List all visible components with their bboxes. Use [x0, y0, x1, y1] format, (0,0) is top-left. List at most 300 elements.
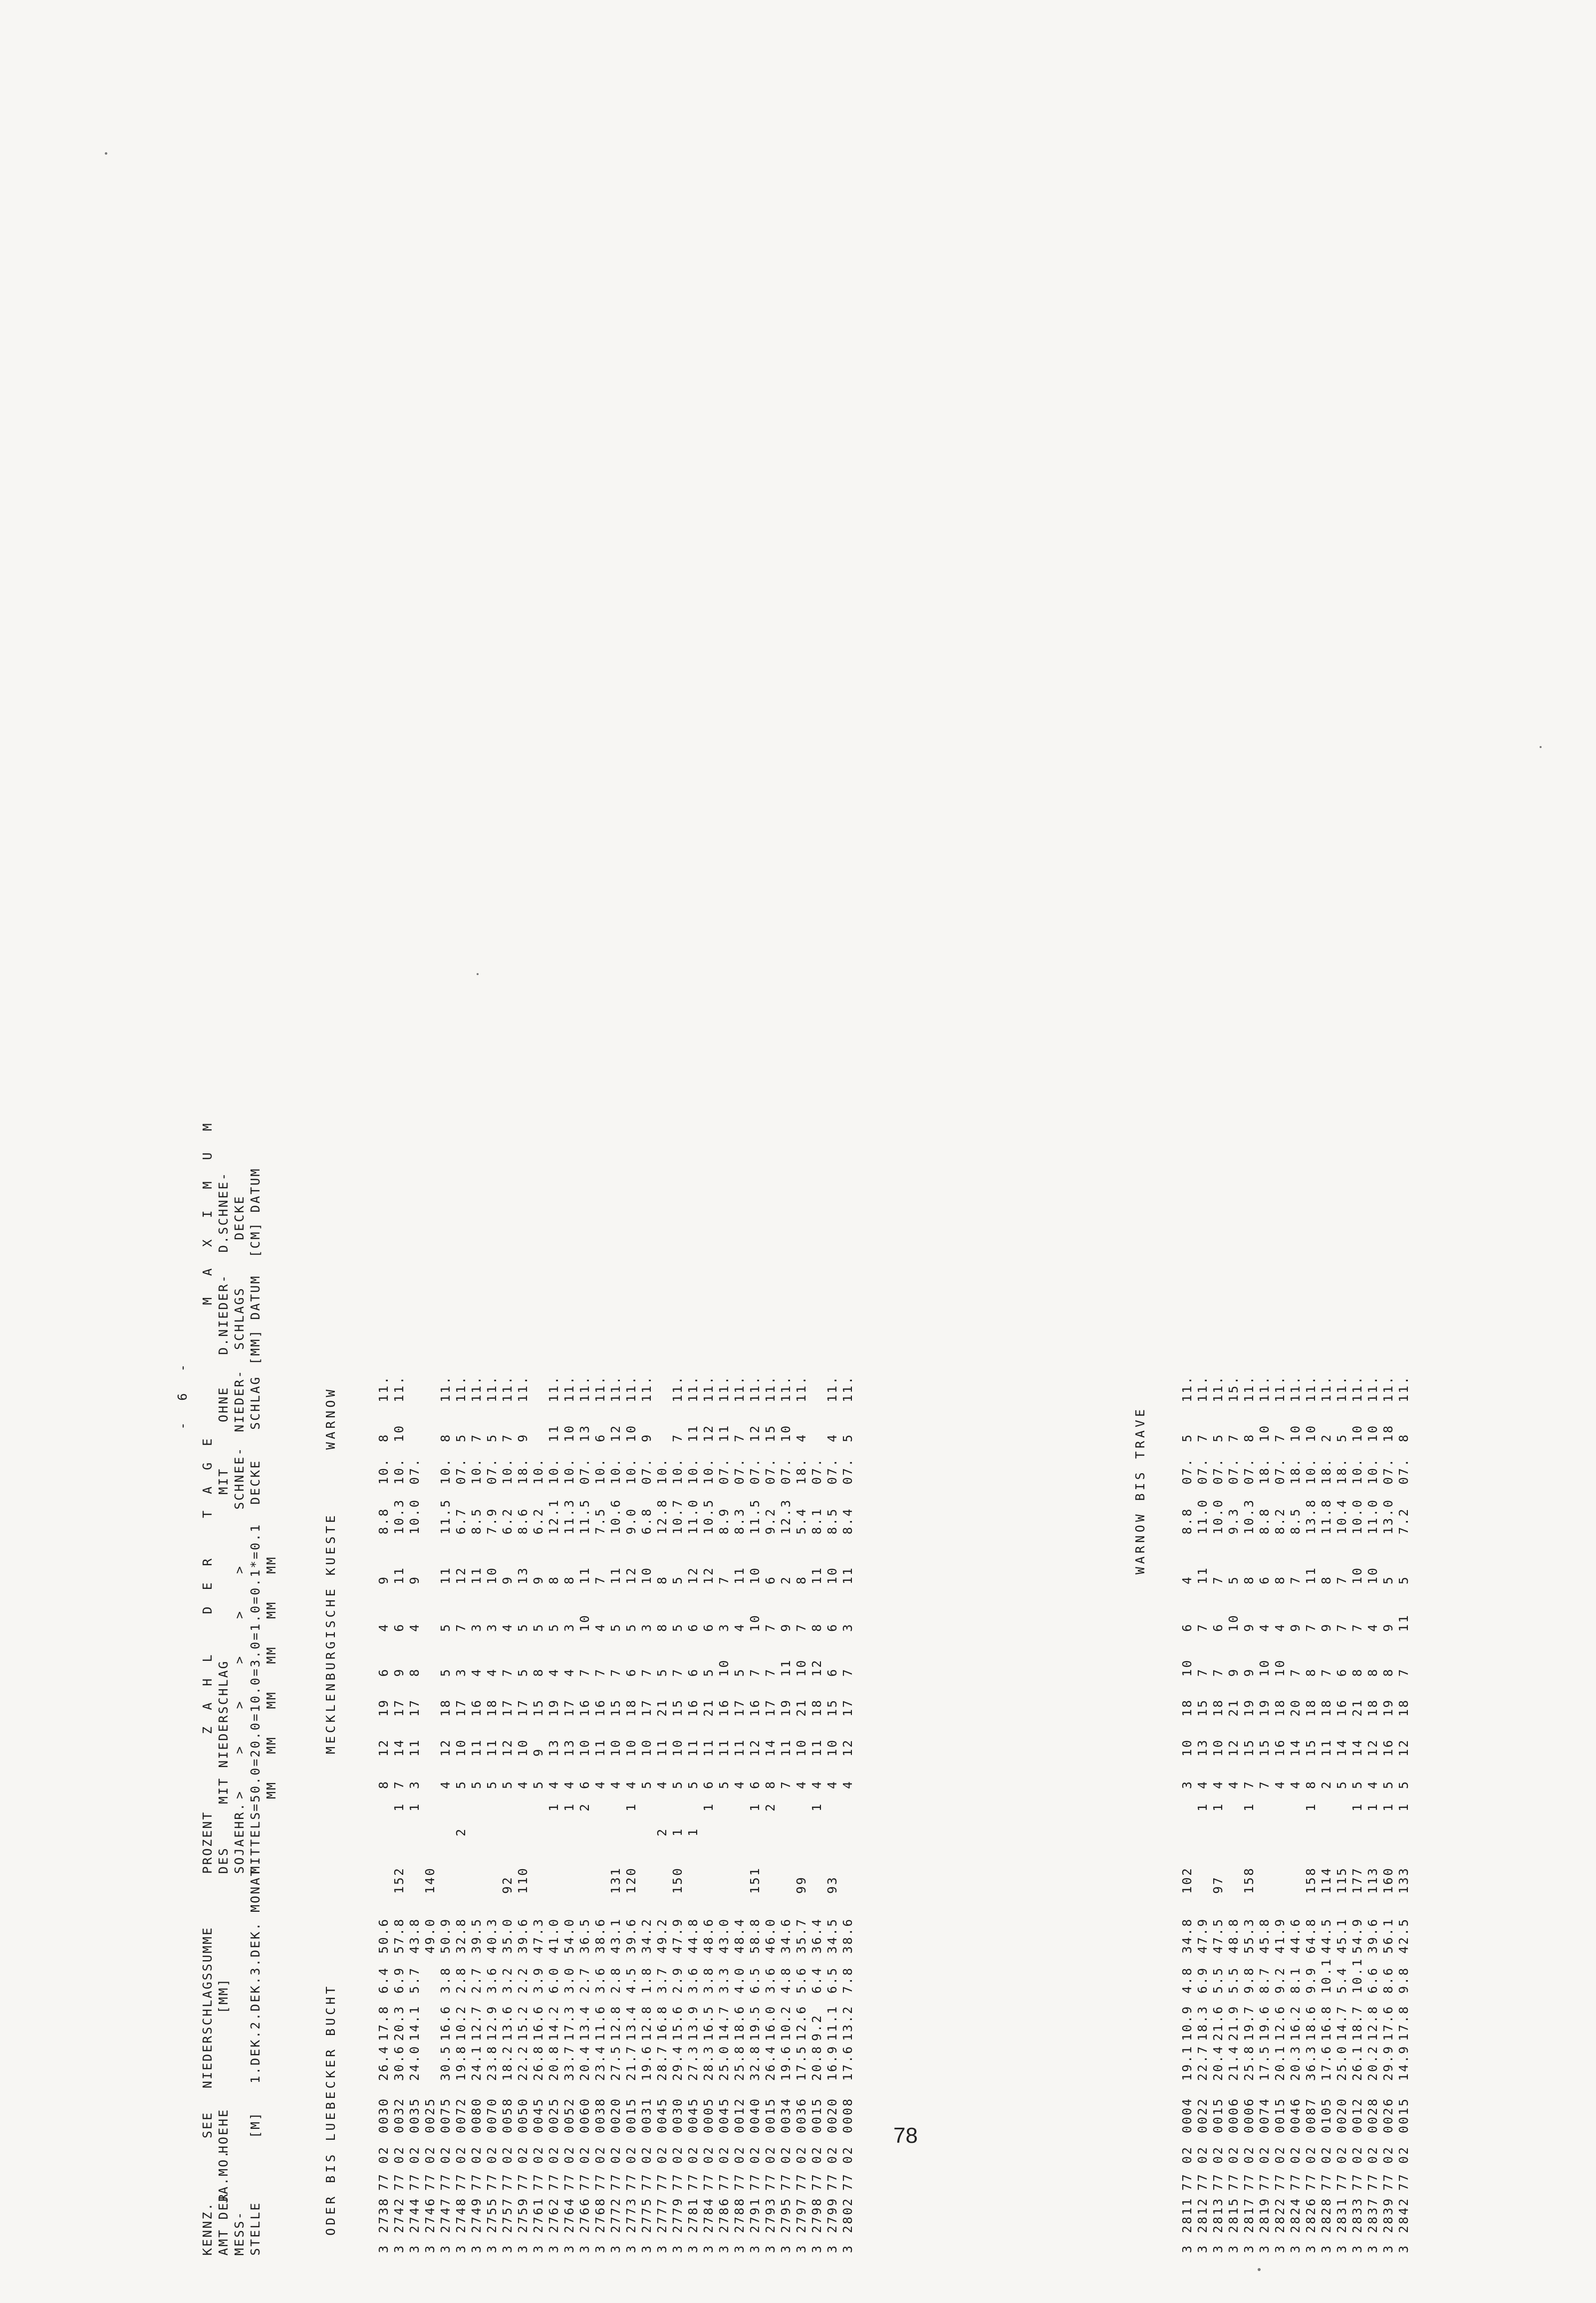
table-cell: 30.6: [392, 2045, 406, 2081]
table-cell: 11.: [376, 1375, 391, 1402]
table-cell: 56.1: [1381, 1917, 1395, 1954]
header-d-niederschlag: D.NIEDER-: [216, 1274, 231, 1355]
table-cell: 3: [593, 2244, 607, 2253]
table-cell: 131: [608, 1866, 623, 1894]
table-cell: 35.0: [500, 1917, 515, 1954]
table-cell: 2764: [562, 2197, 576, 2233]
table-cell: 8.7: [1257, 1966, 1272, 1994]
table-cell: 07.: [825, 1457, 839, 1485]
table-cell: 77 02: [686, 2145, 700, 2191]
table-row: [500, 0, 515, 2303]
table-cell: 7: [717, 1575, 731, 1584]
table-cell: 4: [593, 1622, 607, 1632]
table-cell: 4: [624, 1780, 638, 1789]
table-cell: 2759: [516, 2197, 530, 2233]
table-cell: 6: [1180, 1622, 1194, 1632]
table-cell: 6: [577, 1780, 592, 1789]
table-cell: 17: [407, 1698, 422, 1717]
table-cell: 12.3: [779, 1498, 793, 1535]
table-cell: 18: [1180, 1698, 1194, 1717]
table-cell: 4: [1273, 1780, 1287, 1789]
table-cell: 11: [469, 1738, 484, 1757]
table-cell: 9: [1242, 1667, 1256, 1677]
header-mittels: MITTELS: [248, 1810, 263, 1874]
table-cell: 0031: [639, 2097, 654, 2133]
table-cell: 3: [1180, 2244, 1194, 2253]
header-mit-niederschlag: MIT NIEDERSCHLAG: [216, 1660, 231, 1804]
header-thresholds: =50.0=20.0=10.0=3.0=1.0=0.1*=0.1: [248, 1523, 263, 1811]
table-row: [1303, 0, 1319, 2303]
table-cell: 5: [500, 1780, 515, 1789]
scan-speck: [1540, 746, 1542, 748]
table-cell: 6: [392, 1622, 406, 1632]
table-cell: 11.: [624, 1375, 638, 1402]
table-cell: 19.5: [748, 2005, 762, 2041]
table-cell: 10.: [1350, 1457, 1364, 1485]
table-cell: 21.6: [1211, 2005, 1225, 2041]
table-cell: 77 02: [593, 2145, 607, 2191]
table-cell: 3: [485, 2244, 499, 2253]
table-cell: 1: [1304, 1802, 1318, 1811]
table-cell: 140: [423, 1866, 437, 1894]
table-cell: 10.5: [701, 1498, 716, 1535]
table-cell: 99: [794, 1875, 808, 1894]
table-cell: 5: [717, 1780, 731, 1789]
table-cell: 8: [546, 1575, 561, 1584]
table-cell: 2828: [1319, 2197, 1333, 2233]
table-cell: 11.: [485, 1375, 499, 1402]
table-cell: 4: [794, 1780, 808, 1789]
table-cell: 97: [1211, 1875, 1225, 1894]
table-cell: 11: [392, 1566, 406, 1584]
header-nieder: NIEDER-: [232, 1369, 247, 1432]
table-cell: 4: [546, 1667, 561, 1677]
table-cell: 43.8: [407, 1917, 422, 1954]
table-cell: 11: [717, 1424, 731, 1442]
table-cell: 1: [562, 1802, 576, 1811]
table-cell: 18: [1273, 1698, 1287, 1717]
table-cell: 5: [546, 1622, 561, 1632]
table-cell: 29.4: [670, 2045, 685, 2081]
table-cell: 20.2: [1365, 2045, 1380, 2081]
table-cell: 2.8: [608, 1966, 623, 1994]
table-cell: 2.2: [516, 1966, 530, 1994]
table-cell: 2784: [701, 2197, 716, 2233]
table-cell: 19: [376, 1698, 391, 1717]
table-cell: 9: [392, 1667, 406, 1677]
table-cell: 12: [608, 1424, 623, 1442]
table-cell: 5: [655, 1667, 669, 1677]
table-cell: 1: [686, 1827, 700, 1836]
table-cell: 19.1: [1180, 2045, 1194, 2081]
table-cell: 7: [500, 1667, 515, 1677]
table-cell: 6: [593, 1433, 607, 1442]
table-cell: 11.: [1304, 1375, 1318, 1402]
table-cell: 19.6: [779, 2045, 793, 2081]
table-cell: 11.5: [577, 1498, 592, 1535]
table-cell: 6: [686, 1622, 700, 1632]
table-cell: 7: [1195, 1667, 1210, 1677]
table-cell: 5: [639, 1780, 654, 1789]
table-cell: 22.2: [516, 2045, 530, 2081]
table-cell: 77 02: [469, 2145, 484, 2191]
table-cell: 2788: [732, 2197, 747, 2233]
table-cell: 3.6: [686, 1966, 700, 1994]
table-cell: 12: [454, 1566, 468, 1584]
table-cell: 9.8: [1396, 1966, 1411, 1994]
table-cell: 36.3: [1304, 2045, 1318, 2081]
table-cell: 16: [1334, 1698, 1349, 1717]
table-row: [391, 0, 407, 2303]
table-cell: 77 02: [1304, 2145, 1318, 2191]
table-cell: 11: [809, 1566, 824, 1584]
table-cell: 3: [1180, 1780, 1194, 1789]
table-cell: 0036: [794, 2097, 808, 2133]
table-cell: 4.0: [732, 1966, 747, 1994]
table-cell: 2: [763, 1802, 778, 1811]
table-cell: 5: [670, 1575, 685, 1584]
table-cell: 0045: [531, 2097, 545, 2133]
table-cell: 17: [392, 1698, 406, 1717]
table-cell: 15: [1242, 1738, 1256, 1757]
table-cell: 19.6: [1257, 2005, 1272, 2041]
table-cell: 7: [763, 1622, 778, 1632]
table-row: [639, 0, 654, 2303]
table-cell: 11: [655, 1738, 669, 1757]
table-cell: 14: [763, 1738, 778, 1757]
table-cell: 18.: [794, 1457, 808, 1485]
table-cell: 2755: [485, 2197, 499, 2233]
table-cell: 11.: [1334, 1375, 1349, 1402]
table-cell: 3: [1288, 2244, 1303, 2253]
header-decke-2: DECKE: [232, 1195, 247, 1240]
table-cell: 8: [1304, 1667, 1318, 1677]
table-cell: 55.3: [1242, 1917, 1256, 1954]
header-hoehe: HOEHE: [216, 2108, 231, 2153]
table-cell: 5: [516, 1667, 530, 1677]
table-cell: 21.7: [624, 2045, 638, 2081]
table-cell: 7: [1334, 1575, 1349, 1584]
table-row: [484, 0, 500, 2303]
table-cell: 9: [531, 1747, 545, 1757]
table-cell: 3: [376, 2244, 391, 2253]
table-cell: 3.7: [655, 1966, 669, 1994]
table-cell: 6.8: [639, 1507, 654, 1535]
table-cell: 77 02: [531, 2145, 545, 2191]
table-cell: 115: [1334, 1866, 1349, 1894]
table-row: [824, 0, 840, 2303]
table-cell: 5: [840, 1433, 855, 1442]
header-m-unit: [M]: [248, 2111, 263, 2138]
table-cell: 3.6: [763, 1966, 778, 1994]
table-cell: 15.6: [670, 2005, 685, 2041]
table-cell: 5.4: [1334, 1966, 1349, 1994]
table-cell: 17.5: [794, 2045, 808, 2081]
table-cell: 11: [1319, 1738, 1333, 1757]
table-cell: 10: [1304, 1424, 1318, 1442]
header-amt: AMT DER: [216, 2192, 231, 2256]
table-cell: 17: [516, 1698, 530, 1717]
table-cell: 9.2: [1273, 1966, 1287, 1994]
table-cell: 0105: [1319, 2097, 1333, 2133]
table-cell: 18.: [1319, 1457, 1333, 1485]
table-cell: 8.8: [1180, 1507, 1194, 1535]
table-cell: 26.4: [763, 2045, 778, 2081]
table-cell: 11: [593, 1738, 607, 1757]
table-cell: 12: [376, 1738, 391, 1757]
table-cell: 2773: [624, 2197, 638, 2233]
table-cell: 11.: [438, 1375, 453, 1402]
table-row: [794, 0, 809, 2303]
table-cell: 5: [438, 1622, 453, 1632]
table-cell: 8.1: [809, 1507, 824, 1535]
table-cell: 11.8: [1319, 1498, 1333, 1535]
table-cell: 77 02: [825, 2145, 839, 2191]
table-cell: 13.2: [840, 2005, 855, 2041]
table-cell: 0074: [1257, 2097, 1272, 2133]
table-cell: 20.8: [546, 2045, 561, 2081]
table-cell: 20.8: [809, 2045, 824, 2081]
table-cell: 3: [840, 1622, 855, 1632]
table-row: [1241, 0, 1257, 2303]
table-cell: 13.9: [686, 2005, 700, 2041]
table-cell: 2761: [531, 2197, 545, 2233]
table-cell: 16: [748, 1698, 762, 1717]
table-cell: 3: [1334, 2244, 1349, 2253]
table-cell: 7.2: [1396, 1507, 1411, 1535]
table-cell: 11.0: [1365, 1498, 1380, 1535]
table-cell: 34.2: [639, 1917, 654, 1954]
table-cell: 1: [1365, 1802, 1380, 1811]
table-cell: 15: [608, 1698, 623, 1717]
table-cell: 11.: [1381, 1375, 1395, 1402]
table-cell: 0005: [701, 2097, 716, 2133]
table-row: [376, 0, 391, 2303]
table-cell: 6: [376, 1667, 391, 1677]
table-cell: 0015: [1273, 2097, 1287, 2133]
table-cell: 0020: [825, 2097, 839, 2133]
table-cell: 41.0: [546, 1917, 561, 1954]
table-cell: 2813: [1211, 2197, 1225, 2233]
table-cell: 11.: [1211, 1375, 1225, 1402]
table-cell: 10: [794, 1738, 808, 1757]
scan-speck: [1258, 2268, 1261, 2271]
table-cell: 0006: [1242, 2097, 1256, 2133]
table-cell: 8.5: [469, 1507, 484, 1535]
header-cm-datum: [CM] DATUM: [248, 1167, 263, 1258]
table-cell: 3: [639, 2244, 654, 2253]
table-cell: 8.2: [1273, 1507, 1287, 1535]
table-cell: 0052: [562, 2097, 576, 2133]
section-region-label: ODER BIS LUEBECKER BUCHT: [323, 1983, 338, 2236]
table-cell: 152: [392, 1866, 406, 1894]
table-cell: 11.: [1365, 1375, 1380, 1402]
header-niederschlagssumme: NIEDERSCHLAGSSUMME: [200, 1926, 215, 2088]
table-row: [608, 0, 623, 2303]
table-cell: 2815: [1226, 2197, 1241, 2233]
table-cell: 77 02: [485, 2145, 499, 2191]
table-cell: 11: [577, 1566, 592, 1584]
table-cell: 13: [546, 1738, 561, 1757]
table-cell: 21: [1350, 1698, 1364, 1717]
table-cell: 11: [608, 1566, 623, 1584]
table-cell: 2842: [1396, 2197, 1411, 2233]
table-row: [1195, 0, 1210, 2303]
table-cell: 4: [608, 1780, 623, 1789]
table-cell: 2781: [686, 2197, 700, 2233]
table-cell: 15: [1195, 1698, 1210, 1717]
table-cell: 17: [639, 1698, 654, 1717]
table-cell: 0020: [1334, 2097, 1349, 2133]
table-cell: 15: [825, 1698, 839, 1717]
table-cell: 3.0: [562, 1966, 576, 1994]
table-cell: 6: [1257, 1575, 1272, 1584]
table-cell: 4: [1365, 1622, 1380, 1632]
table-cell: 7: [1195, 1622, 1210, 1632]
table-cell: 2797: [794, 2197, 808, 2233]
table-cell: 11.3: [562, 1498, 576, 1535]
table-cell: 4: [1365, 1780, 1380, 1789]
table-cell: 3: [748, 2244, 762, 2253]
table-cell: 23.8: [485, 2045, 499, 2081]
table-cell: 3: [1242, 2244, 1256, 2253]
table-cell: 11: [686, 1738, 700, 1757]
table-cell: 3: [469, 2244, 484, 2253]
table-cell: 20.4: [1211, 2045, 1225, 2081]
table-cell: 6: [624, 1667, 638, 1677]
table-cell: 3: [454, 1667, 468, 1677]
section-area-label: MECKLENBURGISCHE KUESTE: [323, 1512, 338, 1754]
table-cell: 14.7: [717, 2005, 731, 2041]
table-cell: 2817: [1242, 2197, 1256, 2233]
table-cell: 34.5: [825, 1917, 839, 1954]
table-cell: 39.5: [469, 1917, 484, 1954]
table-cell: 13.6: [500, 2005, 515, 2041]
table-cell: 0080: [469, 2097, 484, 2133]
table-cell: 3: [732, 2244, 747, 2253]
table-cell: 133: [1396, 1866, 1411, 1894]
table-cell: 160: [1381, 1866, 1395, 1894]
table-cell: 20.3: [1288, 2045, 1303, 2081]
table-cell: 10.0: [407, 1498, 422, 1535]
table-cell: 11.: [454, 1375, 468, 1402]
table-cell: 21: [701, 1698, 716, 1717]
table-cell: 8.3: [732, 1507, 747, 1535]
table-cell: 10.0: [1350, 1498, 1364, 1535]
table-cell: 11.: [500, 1375, 515, 1402]
table-cell: 7: [1226, 1433, 1241, 1442]
table-row: [592, 0, 608, 2303]
table-cell: 3: [639, 1622, 654, 1632]
table-cell: 48.4: [732, 1917, 747, 1954]
table-cell: 8.8: [376, 1507, 391, 1535]
table-cell: 07.: [1180, 1457, 1194, 1485]
table-cell: 11: [779, 1658, 793, 1677]
table-cell: 17: [454, 1698, 468, 1717]
table-cell: 39.6: [1365, 1917, 1380, 1954]
table-cell: 10: [1350, 1424, 1364, 1442]
table-cell: 07.: [485, 1457, 499, 1485]
table-cell: 2819: [1257, 2197, 1272, 2233]
table-cell: 35.7: [794, 1917, 808, 1954]
table-cell: 3: [1381, 2244, 1395, 2253]
table-cell: 12: [1365, 1738, 1380, 1757]
table-cell: 15: [763, 1424, 778, 1442]
table-cell: 8: [1319, 1575, 1333, 1584]
table-cell: 2833: [1350, 2197, 1364, 2233]
table-cell: 21: [1226, 1698, 1241, 1717]
table-row: [809, 0, 824, 2303]
table-cell: 07.: [1226, 1457, 1241, 1485]
table-cell: 10: [1288, 1424, 1303, 1442]
table-cell: 21: [655, 1698, 669, 1717]
header-mit: MIT: [216, 1467, 231, 1495]
table-cell: 10.: [624, 1457, 638, 1485]
table-cell: 11: [546, 1424, 561, 1442]
table-cell: 19: [546, 1698, 561, 1717]
table-cell: 07.: [717, 1457, 731, 1485]
table-row: [577, 0, 592, 2303]
table-cell: 10: [748, 1613, 762, 1632]
table-cell: 3: [392, 2244, 406, 2253]
table-cell: 10.1: [1319, 1957, 1333, 1994]
table-cell: 10: [1180, 1738, 1194, 1757]
table-cell: 6.0: [546, 1966, 561, 1994]
table-cell: 5: [438, 1667, 453, 1677]
table-cell: 2: [1319, 1433, 1333, 1442]
table-row: [763, 0, 778, 2303]
table-cell: 45.1: [1334, 1917, 1349, 1954]
table-cell: 18: [438, 1698, 453, 1717]
table-cell: 11.5: [438, 1498, 453, 1535]
table-row: [1396, 0, 1411, 2303]
table-cell: 0015: [1396, 2097, 1411, 2133]
table-cell: 1: [1396, 1802, 1411, 1811]
table-cell: 5: [1350, 1780, 1364, 1789]
table-cell: 12.1: [546, 1498, 561, 1535]
table-cell: 8: [407, 1667, 422, 1677]
table-cell: 12: [686, 1566, 700, 1584]
table-cell: 49.0: [423, 1917, 437, 1954]
table-cell: 1: [407, 1802, 422, 1811]
table-cell: 10: [1257, 1658, 1272, 1677]
table-cell: 11.: [1319, 1375, 1333, 1402]
table-cell: 77 02: [454, 2145, 468, 2191]
table-cell: 11.: [840, 1375, 855, 1402]
table-cell: 26.4: [376, 2045, 391, 2081]
table-cell: 3: [531, 2244, 545, 2253]
table-cell: 7: [779, 1780, 793, 1789]
table-cell: 10.: [593, 1457, 607, 1485]
table-cell: 07.: [1242, 1457, 1256, 1485]
table-cell: 0025: [546, 2097, 561, 2133]
table-row: [670, 0, 685, 2303]
table-cell: 158: [1304, 1866, 1318, 1894]
table-cell: 11.: [546, 1375, 561, 1402]
header-mm-row: MM MM MM MM MM MM: [264, 1555, 278, 1799]
table-cell: 5: [1381, 1780, 1395, 1789]
table-cell: 3: [454, 2244, 468, 2253]
table-cell: 8: [1242, 1575, 1256, 1584]
table-cell: 18: [1319, 1698, 1333, 1717]
table-cell: 7: [392, 1780, 406, 1789]
table-cell: 7: [1288, 1575, 1303, 1584]
table-cell: 8: [531, 1667, 545, 1677]
table-cell: 9: [639, 1433, 654, 1442]
table-cell: 19.7: [1242, 2005, 1256, 2041]
table-cell: 3: [763, 2244, 778, 2253]
table-cell: 77 02: [423, 2145, 437, 2191]
